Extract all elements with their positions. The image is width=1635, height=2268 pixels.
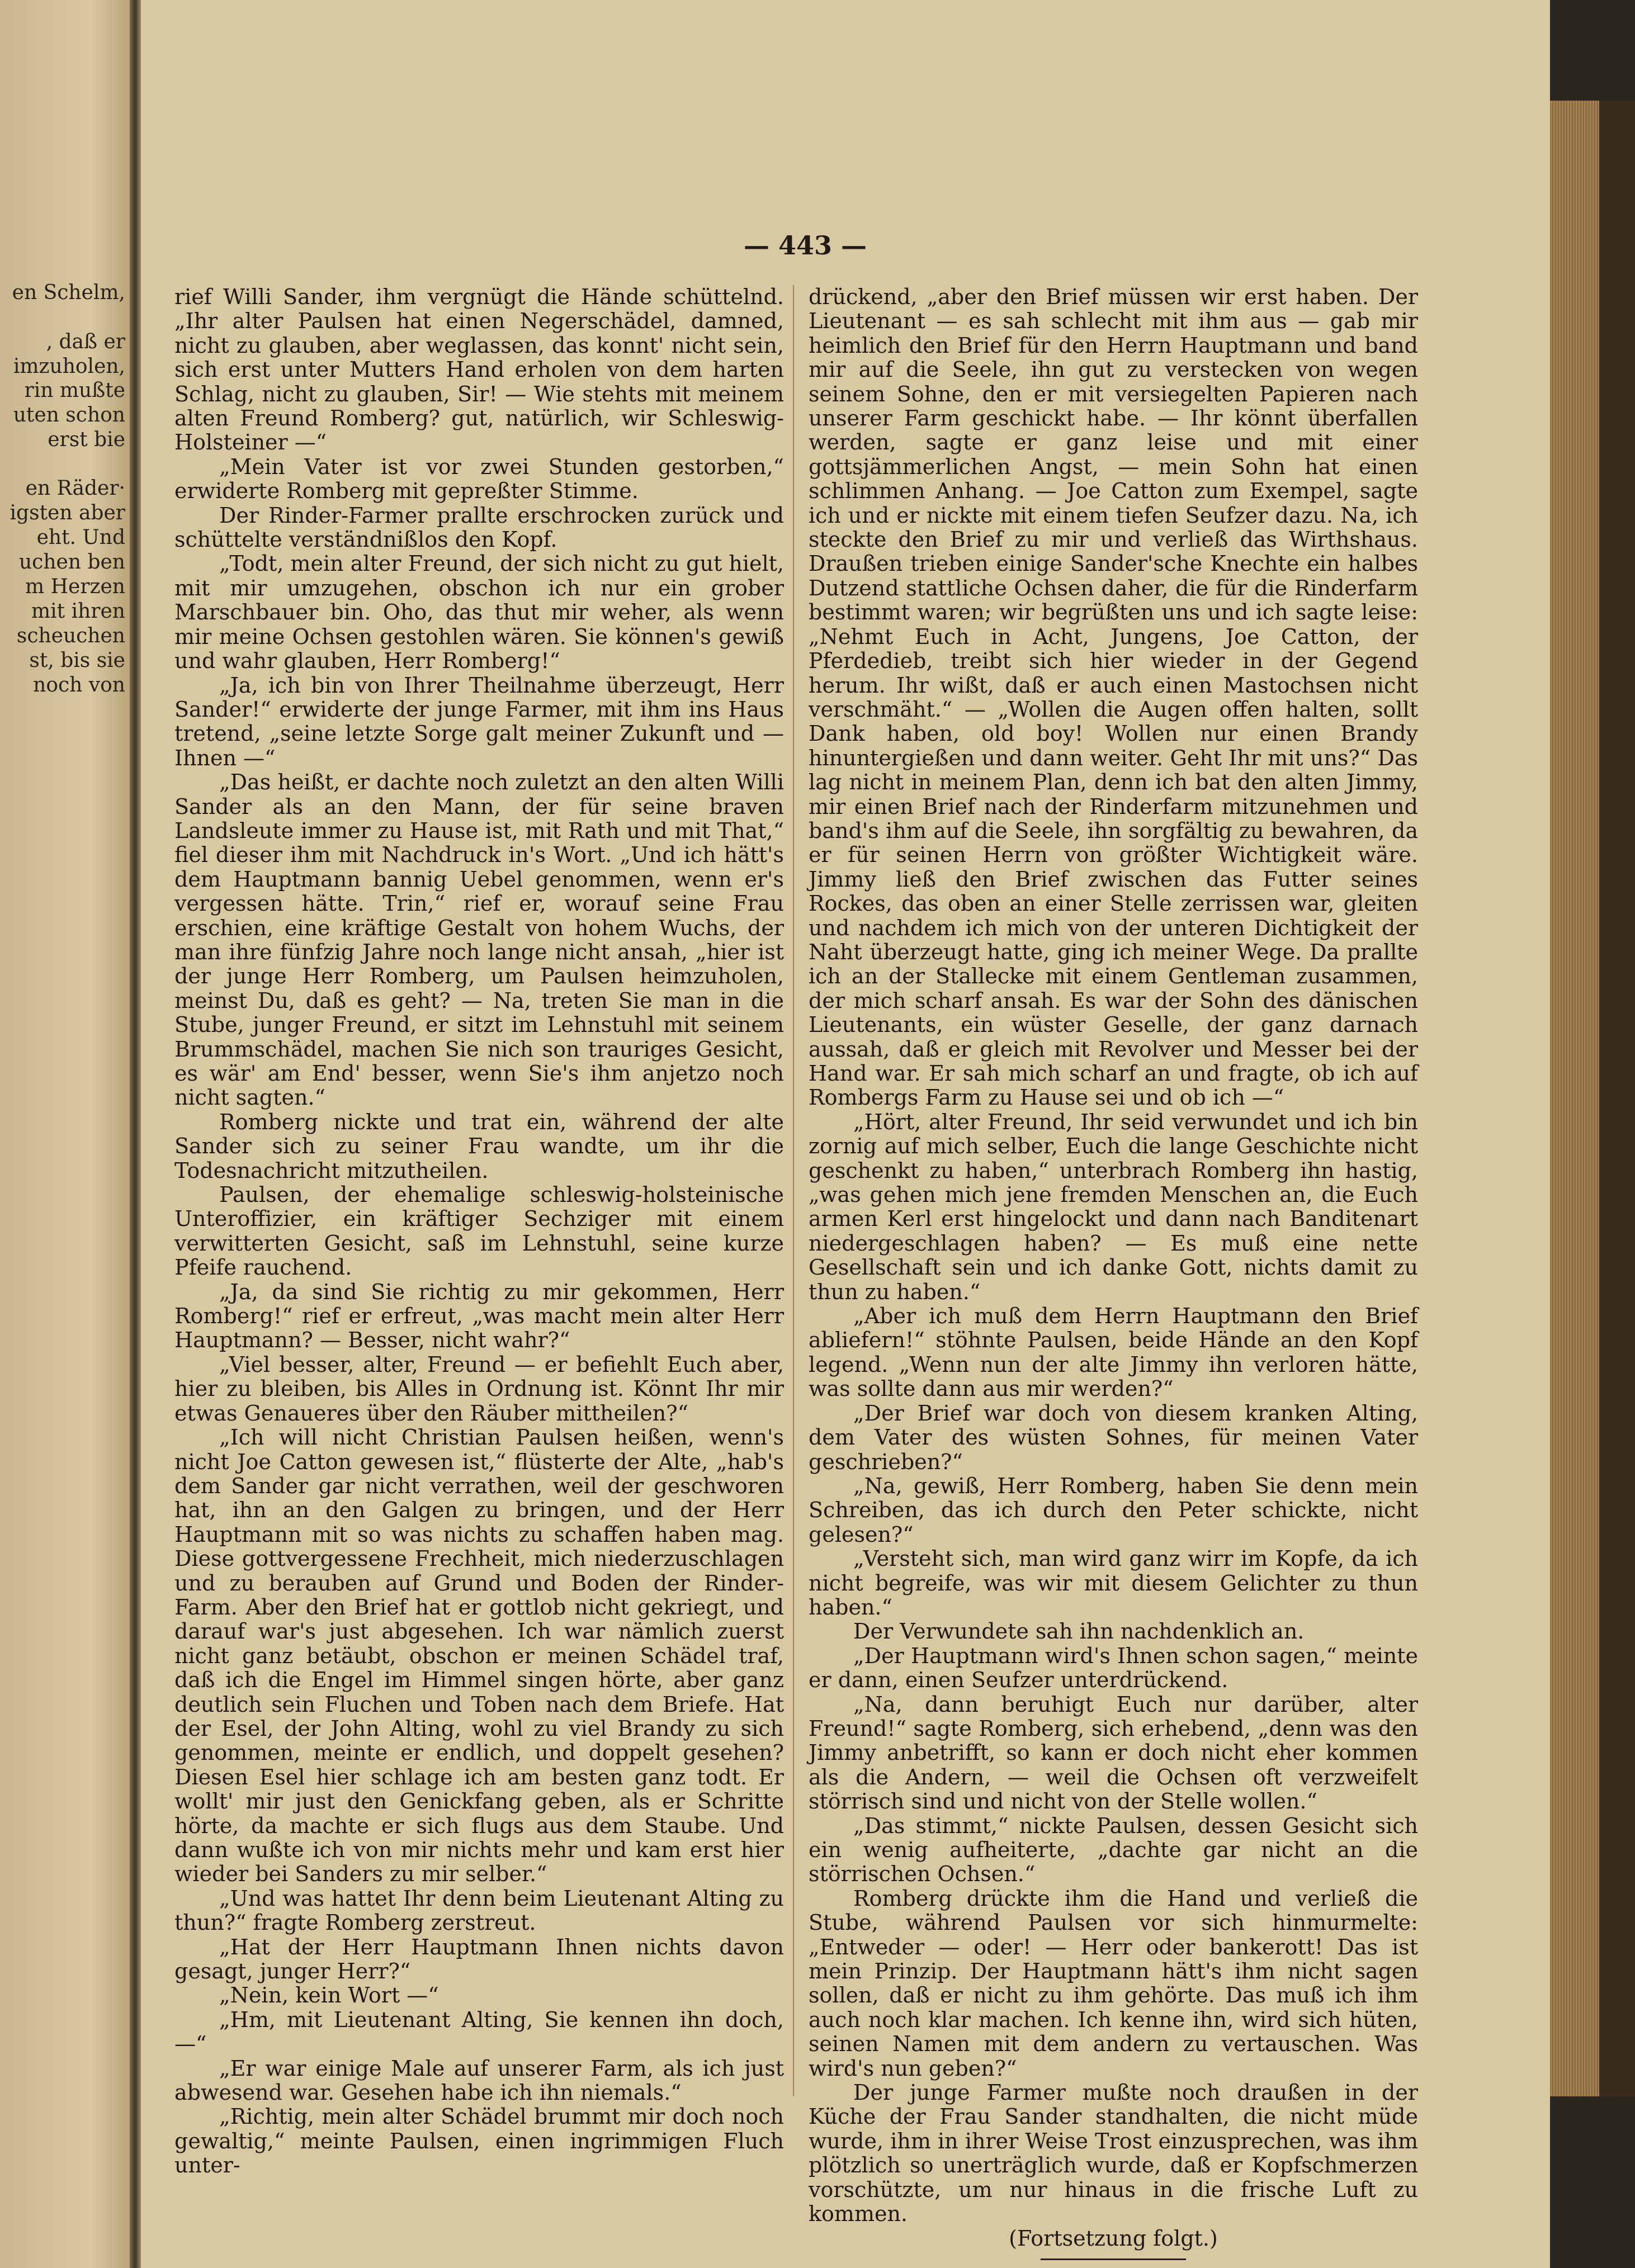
paragraph: Der Rinder-Farmer prallte erschrocken zurück und schüttelte verständnißlos den Kopf. bbox=[174, 503, 784, 552]
left-page-fragment: noch von bbox=[33, 674, 125, 697]
continued-notice: (Fortsetzung folgt.) bbox=[1009, 2226, 1218, 2251]
text-column-left bbox=[174, 285, 784, 2178]
left-page-edge bbox=[0, 0, 130, 2268]
left-page-fragment: mit ihren bbox=[31, 600, 125, 623]
paragraph: Der junge Farmer mußte noch draußen in der Küche der Frau Sander standhalten, die nicht müde wurde, ihm in ihrer Weise Trost einzusprechen, was ihm plötzlich so unerträglich wurde, daß er Kopfschmerzen vorschützte, um nur hinaus in die frische Luft zu kommen. bbox=[809, 2080, 1418, 2227]
book-gutter bbox=[130, 0, 141, 2268]
paragraph: „Na, gewiß, Herr Romberg, haben Sie denn mein Schreiben, das ich durch den Peter schickte, nicht gelesen?“ bbox=[809, 1473, 1418, 1547]
left-page-fragment: st, bis sie bbox=[29, 649, 125, 672]
end-rule bbox=[1041, 2258, 1186, 2260]
paragraph: Der Verwundete sah ihn nachdenklich an. bbox=[853, 1619, 1305, 1644]
paragraph: „Das stimmt,“ nickte Paulsen, dessen Gesicht sich ein wenig aufheiterte, „dachte gar nicht an die störrischen Ochsen.“ bbox=[809, 1813, 1418, 1887]
left-page-fragment: erst bie bbox=[48, 428, 125, 451]
paragraph: „Viel besser, alter, Freund — er befiehlt Euch aber, hier zu bleiben, bis Alles in Ordnung ist. Könnt Ihr mir etwas Genaueres über den Räuber mittheilen?“ bbox=[174, 1352, 784, 1426]
paragraph: „Todt, mein alter Freund, der sich nicht zu gut hielt, mit mir umzugehen, obschon ich nur ein grober Marschbauer bin. Oho, das thut mir weher, als wenn mir meine Ochsen gestohlen wären. Sie können's gewiß und wahr glauben, Herr Romberg!“ bbox=[174, 551, 784, 674]
paragraph: „Hört, alter Freund, Ihr seid verwundet und ich bin zornig auf mich selber, Euch die lange Geschichte nicht geschenkt zu haben,“ unterbrach Romberg ihn hastig, „was gehen mich jene fremden Menschen an, die Euch armen Kerl erst hingelockt und dann nach Banditenart niedergeschlagen haben? — Es muß eine nette Gesellschaft sein und ich danke Gott, nichts damit zu thun zu haben.“ bbox=[809, 1109, 1418, 1304]
left-page-fragment: uchen ben bbox=[18, 551, 125, 574]
text-column-right bbox=[809, 285, 1418, 2260]
paragraph: „Und was hattet Ihr denn beim Lieutenant Alting zu thun?“ fragte Romberg zerstreut. bbox=[174, 1886, 784, 1935]
left-page-fragment: igsten aber bbox=[10, 501, 125, 524]
paragraph: „Hat der Herr Hauptmann Ihnen nichts davon gesagt, junger Herr?“ bbox=[174, 1934, 784, 1984]
paragraph: Romberg nickte und trat ein, während der alte Sander sich zu seiner Frau wandte, um ihr die Todesnachricht mitzutheilen. bbox=[174, 1109, 784, 1183]
paragraph: drückend, „aber den Brief müssen wir erst haben. Der Lieutenant — es sah schlecht mit ihm aus — gab mir heimlich den Brief für den Herrn Hauptmann und band mir auf die Seele, ihn gut zu verstecken von wegen seinem Sohne, den er mit versiegelten Papieren nach unserer Farm geschickt habe. — Ihr könnt überfallen werden, sagte er ganz leise und mit einer gottsjämmerlichen Angst, — mein Sohn hat einen schlimmen Anhang. — Joe Catton zum Exempel, sagte ich und er nickte mit einem tiefen Seufzer dazu. Na, ich steckte den Brief zu mir und verließ das Wirthshaus. Draußen trieben einige Sander'sche Knechte ein halbes Dutzend stattliche Ochsen daher, die für die Rinderfarm bestimmt waren; wir begrüßten uns und ich sagte leise: „Nehmt Euch in Acht, Jungens, Joe Catton, der Pferdedieb, treibt sich hier wieder in der Gegend herum. Ihr wißt, daß er auch einen Mastochsen nicht verschmäht.“ — „Wollen die Augen offen halten, sollt Dank haben, old boy! Wollen nur einen Brandy hinuntergießen und dann weiter. Geht Ihr mit uns?“ Das lag nicht in meinem Plan, denn ich bat den alten Jimmy, mir einen Brief nach der Rinderfarm mitzunehmen und band's ihm auf die Seele, ihn sorgfältig zu bewahren, da er für seinen Herrn von größter Wichtigkeit wäre. Jimmy ließ den Brief zwischen das Futter seines Rockes, das oben an einer Stelle zerrissen war, gleiten und nachdem ich mich von der unteren Dichtigkeit der Naht überzeugt hatte, ging ich meiner Wege. Da prallte ich an der Stallecke mit einem Gentleman zusammen, der mich scharf ansah. Es war der Sohn des dänischen Lieutenants, ein wüster Geselle, der ganz darnach aussah, daß er gleich mit Revolver und Messer bei der Hand war. Er sah mich scharf an und fragte, ob ich auf Rombergs Farm zu Hause sei und ob ich —“ bbox=[809, 285, 1418, 1110]
paragraph: „Ja, ich bin von Ihrer Theilnahme überzeugt, Herr Sander!“ erwiderte der junge Farmer, mit ihm ins Haus tretend, „seine letzte Sorge galt meiner Zukunft und — Ihnen —“ bbox=[174, 673, 784, 770]
paragraph: „Er war einige Male auf unserer Farm, als ich just abwesend war. Gesehen habe ich ihn niemals.“ bbox=[174, 2056, 784, 2105]
paragraph: Paulsen, der ehemalige schleswig-holsteinische Unteroffizier, ein kräftiger Sechziger mit einem verwitterten Gesicht, saß im Lehnstuhl, seine kurze Pfeife rauchend. bbox=[174, 1182, 784, 1280]
paragraph: Romberg drückte ihm die Hand und verließ die Stube, während Paulsen vor sich hinmurmelte: „Entweder — oder! — Herr oder bankerott! Das ist mein Prinzip. Der Hauptmann hätt's ihm nicht sagen sollen, daß er nicht zu ihm gehörte. Das muß ich ihm auch noch klar machen. Ich kenne ihn, wird sich hüten, seinen Namen mit dem andern zu vertauschen. Was wird's nun geben?“ bbox=[809, 1886, 1418, 2081]
left-page-fragment: en Räder· bbox=[25, 477, 125, 500]
paragraph: „Versteht sich, man wird ganz wirr im Kopfe, da ich nicht begreife, was wir mit diesem Gelichter zu thun haben.“ bbox=[809, 1546, 1418, 1620]
paragraph: „Hm, mit Lieutenant Alting, Sie kennen ihn doch, —“ bbox=[174, 2007, 784, 2057]
paragraph: „Ja, da sind Sie richtig zu mir gekommen, Herr Romberg!“ rief er erfreut, „was macht mein alter Herr Hauptmann? — Besser, nicht wahr?“ bbox=[174, 1279, 784, 1353]
paragraph: „Ich will nicht Christian Paulsen heißen, wenn's nicht Joe Catton gewesen ist,“ flüsterte der Alte, „hab's dem Sander gar nicht verrathen, weil der geschworen hat, ihn an den Galgen zu bringen, und der Herr Hauptmann mit so was nichts zu schaffen haben mag. Diese gottvergessene Frechheit, mich niederzuschlagen und zu berauben auf Grund und Boden der Rinder-Farm. Aber den Brief hat er gottlob nicht gekriegt, und darauf war's just abgesehen. Ich war nämlich zuerst nicht ganz betäubt, obschon er meinen Schädel traf, daß ich die Engel im Himmel singen hörte, aber ganz deutlich sein Fluchen und Toben nach dem Briefe. Hat der Esel, der John Alting, wohl zu viel Brandy zu sich genommen, meinte er endlich, und doppelt gesehen? Diesen Esel hier schlage ich am besten ganz todt. Er wollt' mir just den Genickfang geben, als er Schritte hörte, da machte er sich flugs aus dem Staube. Und dann wußte ich von mir nichts mehr und kam erst hier wieder bei Sanders zu mir selber.“ bbox=[174, 1425, 784, 1887]
left-page-fragment: imzuholen, bbox=[13, 355, 125, 378]
paragraph: „Richtig, mein alter Schädel brummt mir doch noch gewaltig,“ meinte Paulsen, einen ingrimmigen Fluch unter- bbox=[174, 2104, 784, 2178]
left-page-fragment: scheuchen bbox=[16, 624, 125, 647]
column-divider bbox=[793, 285, 794, 2096]
paragraph: „Der Hauptmann wird's Ihnen schon sagen,“ meinte er dann, einen Seufzer unterdrückend. bbox=[809, 1643, 1418, 1693]
paragraph: „Aber ich muß dem Herrn Hauptmann den Brief abliefern!“ stöhnte Paulsen, beide Hände an den Kopf legend. „Wenn nun der alte Jimmy ihn verloren hätte, was sollte dann aus mir werden?“ bbox=[809, 1304, 1418, 1401]
paragraph: „Mein Vater ist vor zwei Stunden gestorben,“ erwiderte Romberg mit gepreßter Stimme. bbox=[174, 454, 784, 504]
left-page-fragment: , daß er bbox=[46, 330, 125, 353]
left-page-fragment: uten schon bbox=[13, 404, 125, 427]
paragraph: „Na, dann beruhigt Euch nur darüber, alter Freund!“ sagte Romberg, sich erhebend, „denn was den Jimmy anbetrifft, so kann er doch nicht eher kommen als die Andern, — weil die Ochsen oft verzweifelt störrisch sind und nicht von der Stelle wollen.“ bbox=[809, 1692, 1418, 1814]
paragraph: „Das heißt, er dachte noch zuletzt an den alten Willi Sander als an den Mann, der für seine braven Landsleute immer zu Hause ist, mit Rath und mit That,“ fiel dieser ihm mit Nachdruck in's Wort. „Und ich hätt's dem Hauptmann bannig Uebel genommen, wenn er's vergessen hätte. Trin,“ rief er, worauf seine Frau erschien, eine kräftige Gestalt von hohem Wuchs, der man ihre fünfzig Jahre noch lange nicht ansah, „hier ist der junge Herr Romberg, um Paulsen heimzuholen, meinst Du, daß es geht? — Na, treten Sie man in die Stube, junger Freund, er sitzt im Lehnstuhl mit seinem Brummschädel, machen Sie nich son trauriges Gesicht, es wär' am End' besser, wenn Sie's ihm anjetzo noch nicht sagten.“ bbox=[174, 770, 784, 1110]
page-number: — 443 — bbox=[744, 230, 867, 261]
left-page-fragment: eht. Und bbox=[36, 526, 125, 549]
left-page-fragment: m Herzen bbox=[25, 575, 125, 598]
book-cover-edge bbox=[1599, 101, 1635, 2096]
left-page-fragment: rin mußte bbox=[24, 379, 125, 402]
paragraph: rief Willi Sander, ihm vergnügt die Hände schüttelnd. „Ihr alter Paulsen hat einen Negerschädel, damned, nicht zu glauben, aber weglassen, das konnt' nicht sein, sich erst unter Mutters Hand erholen von dem harten Schlag, nicht zu glauben, Sir! — Wie stehts mit meinem alten Freund Romberg? gut, natürlich, wir Schleswig-Holsteiner —“ bbox=[174, 285, 784, 455]
left-page-fragment: en Schelm, bbox=[12, 281, 125, 304]
paragraph: „Der Brief war doch von diesem kranken Alting, dem Vater des wüsten Sohnes, für meinen Vater geschrieben?“ bbox=[809, 1400, 1418, 1474]
paragraph: „Nein, kein Wort —“ bbox=[219, 1983, 439, 2008]
